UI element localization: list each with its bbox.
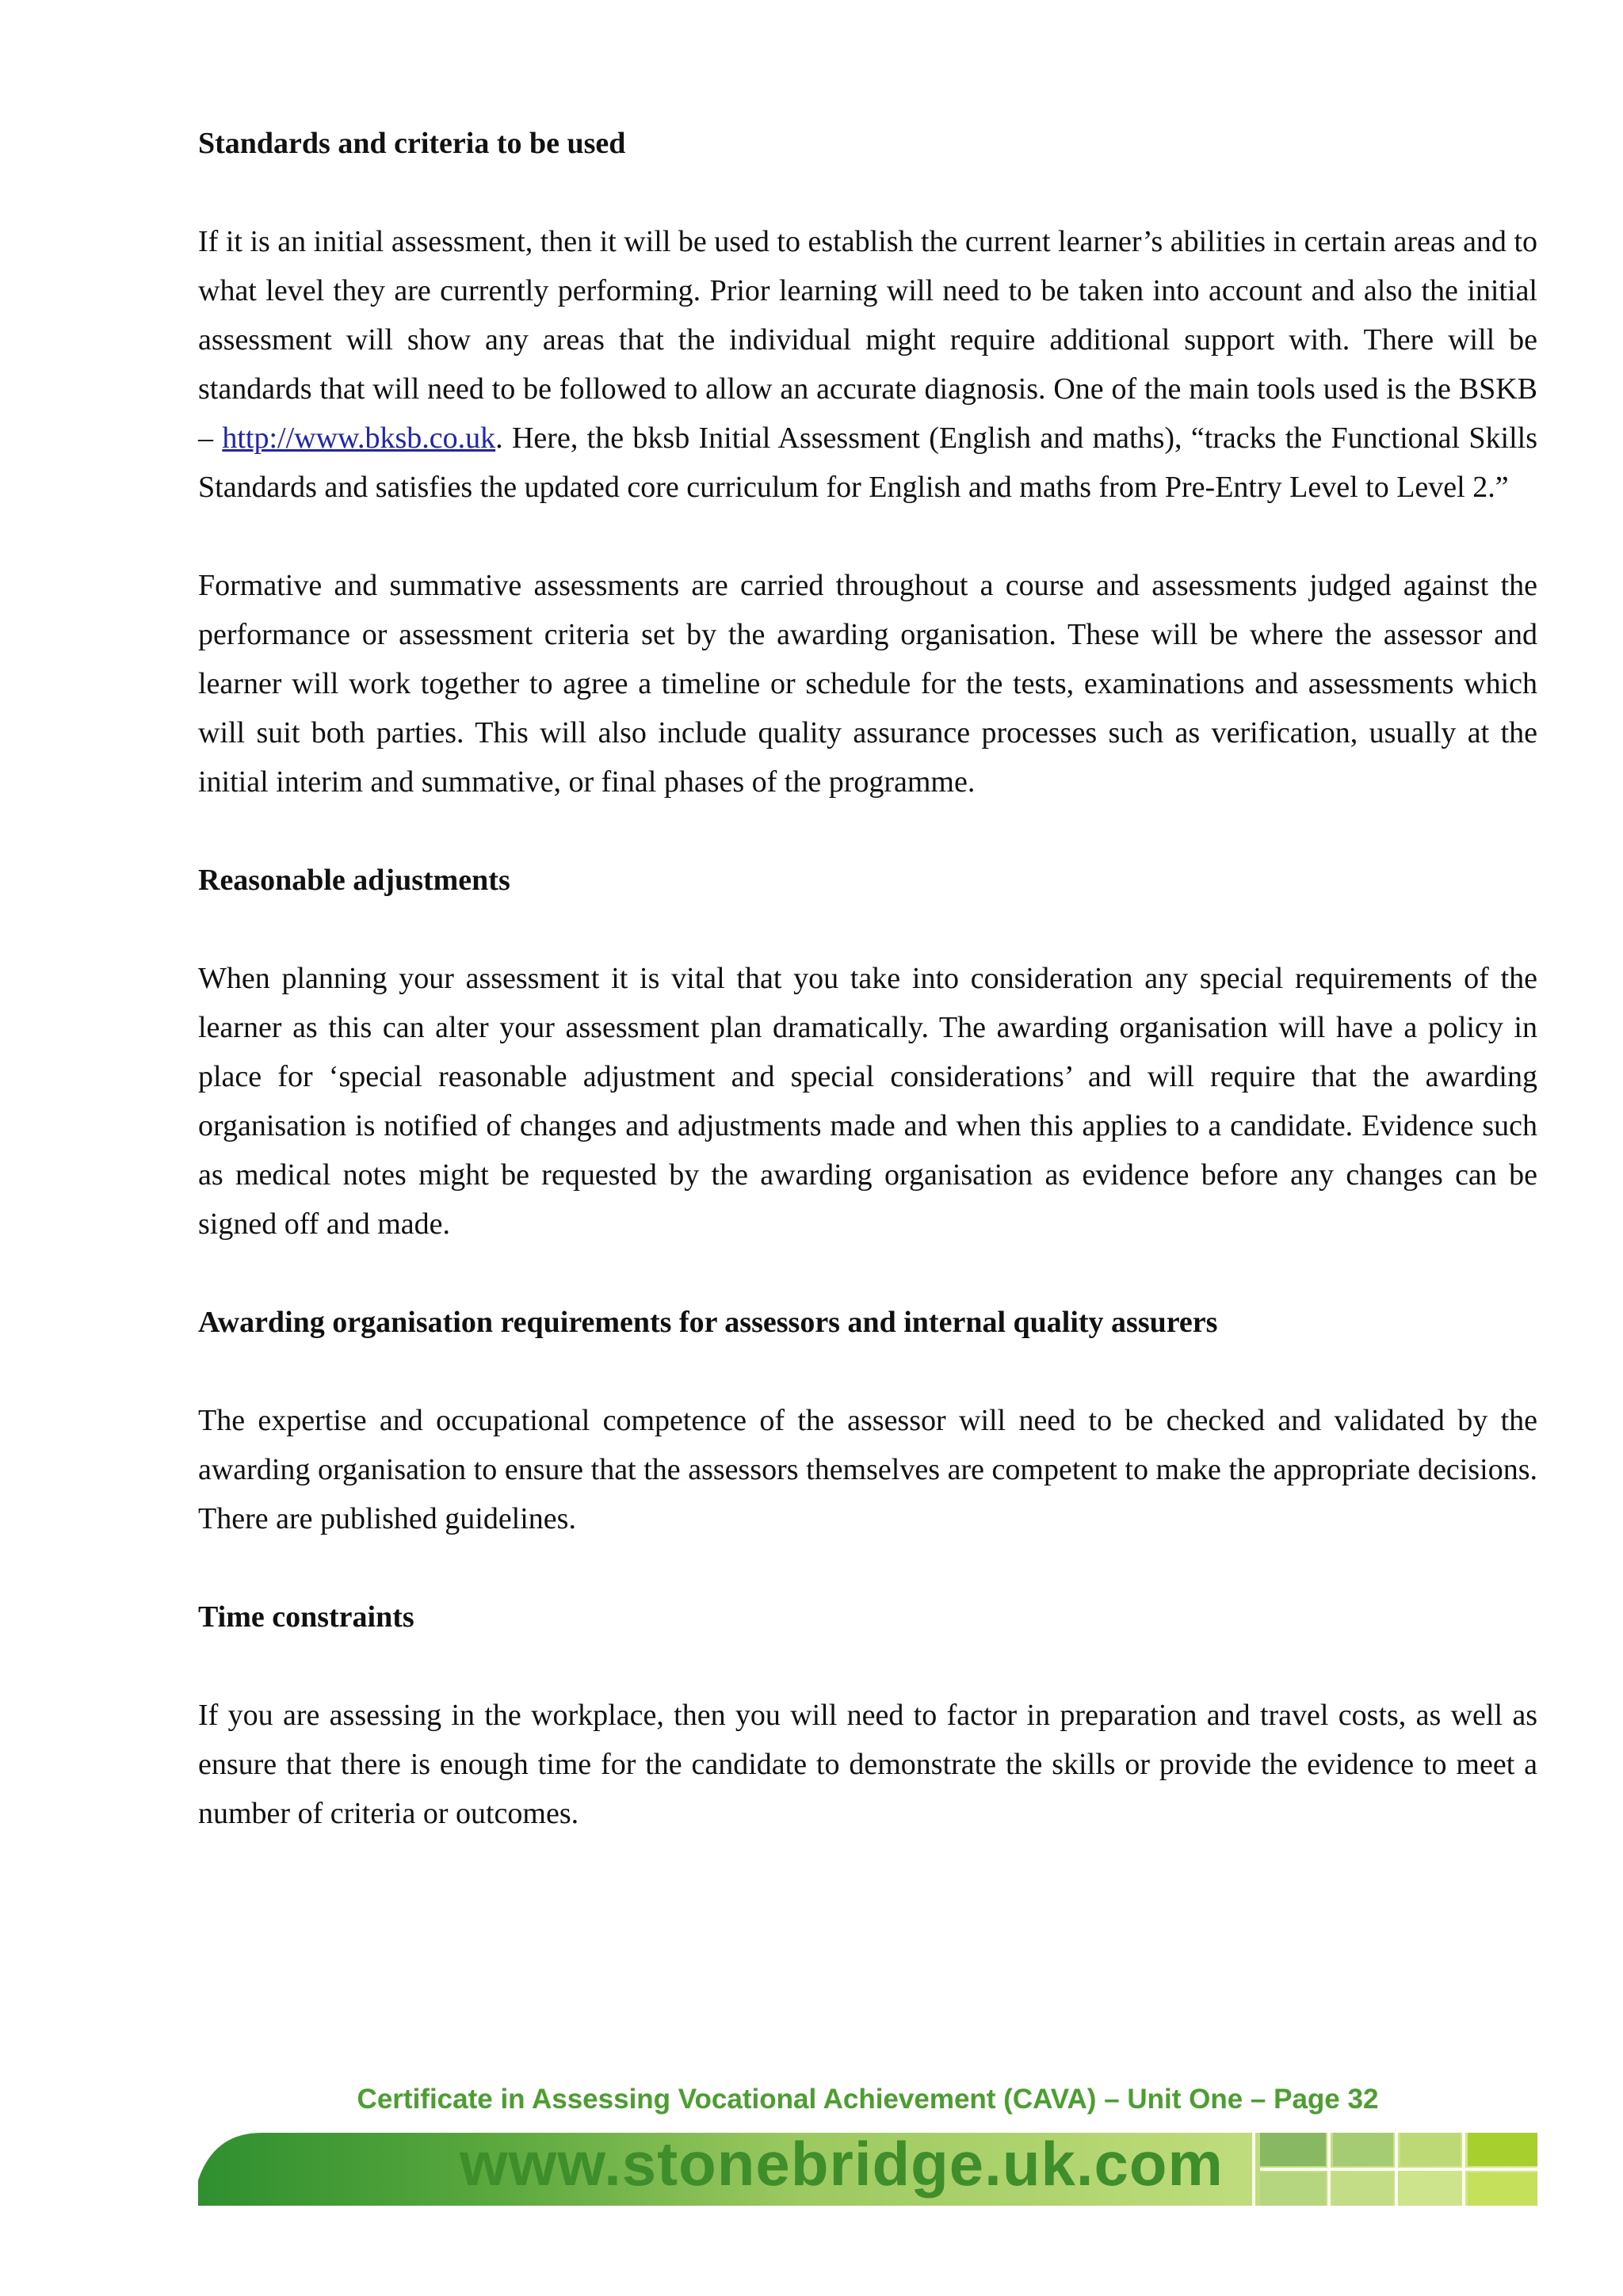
paragraph-text: . Here, the bksb Initial Assessment (English and maths), “tracks the Functional Skills Standards and satisfies the updated core curriculum for English and maths from Pre-Entry Level to Level 2.” [198, 421, 1538, 504]
paragraph-text: If it is an initial assessment, then it will be used to establish the current learner’s abilities in certain areas and to what level they are currently performing. Prior learning will need to be taken into account and also the initial assessment will show any areas that the individual might require additional support with. There will be standards that will need to be followed to allow an accurate diagnosis. One of the main tools used is the BSKB – [198, 225, 1537, 455]
heading-awarding-requirements: Awarding organisation requirements for assessors and internal quality assurers [198, 1306, 1218, 1339]
bksb-link[interactable]: http://www.bksb.co.uk [222, 421, 496, 455]
heading-standards: Standards and criteria to be used [198, 127, 626, 160]
paragraph-awarding-requirements: The expertise and occupational competence of the assessor will need to be checked and validated by the awarding organisation to ensure that the assessors themselves are competent to make the appropriate decisions. There are published guidelines. [198, 1404, 1537, 1535]
website-url[interactable]: www.stonebridge.uk.com [460, 2129, 1224, 2199]
document-body [198, 119, 1537, 1838]
heading-reasonable-adjustments: Reasonable adjustments [198, 864, 510, 897]
footer-banner [198, 2129, 1537, 2206]
paragraph-time-constraints: If you are assessing in the workplace, then you will need to factor in preparation and travel costs, as well as ensure that there is enough time for the candidate to demonstrate the skills or provide the evidence to meet a number of criteria or outcomes. [198, 1699, 1537, 1830]
footer-title: Certificate in Assessing Vocational Achievement (CAVA) – Unit One – Page 32 [357, 2084, 1379, 2115]
paragraph-initial-assessment [198, 217, 1537, 512]
paragraph-reasonable-adjustments: When planning your assessment it is vital that you take into consideration any special requirements of the learner as this can alter your assessment plan dramatically. The awarding organisation will have a policy in place for ‘special reasonable adjustment and special considerations’ and will require that the awarding organisation is notified of changes and adjustments made and when this applies to a candidate. Evidence such as medical notes might be requested by the awarding organisation as evidence before any changes can be signed off and made. [198, 962, 1537, 1241]
paragraph-formative-summative: Formative and summative assessments are carried throughout a course and assessments judged against the performance or assessment criteria set by the awarding organisation. These will be where the assessor and learner will work together to agree a timeline or schedule for the tests, examinations and assessments which will suit both parties. This will also include quality assurance processes such as verification, usually at the initial interim and summative, or final phases of the programme. [198, 569, 1537, 799]
heading-time-constraints: Time constraints [198, 1600, 414, 1634]
